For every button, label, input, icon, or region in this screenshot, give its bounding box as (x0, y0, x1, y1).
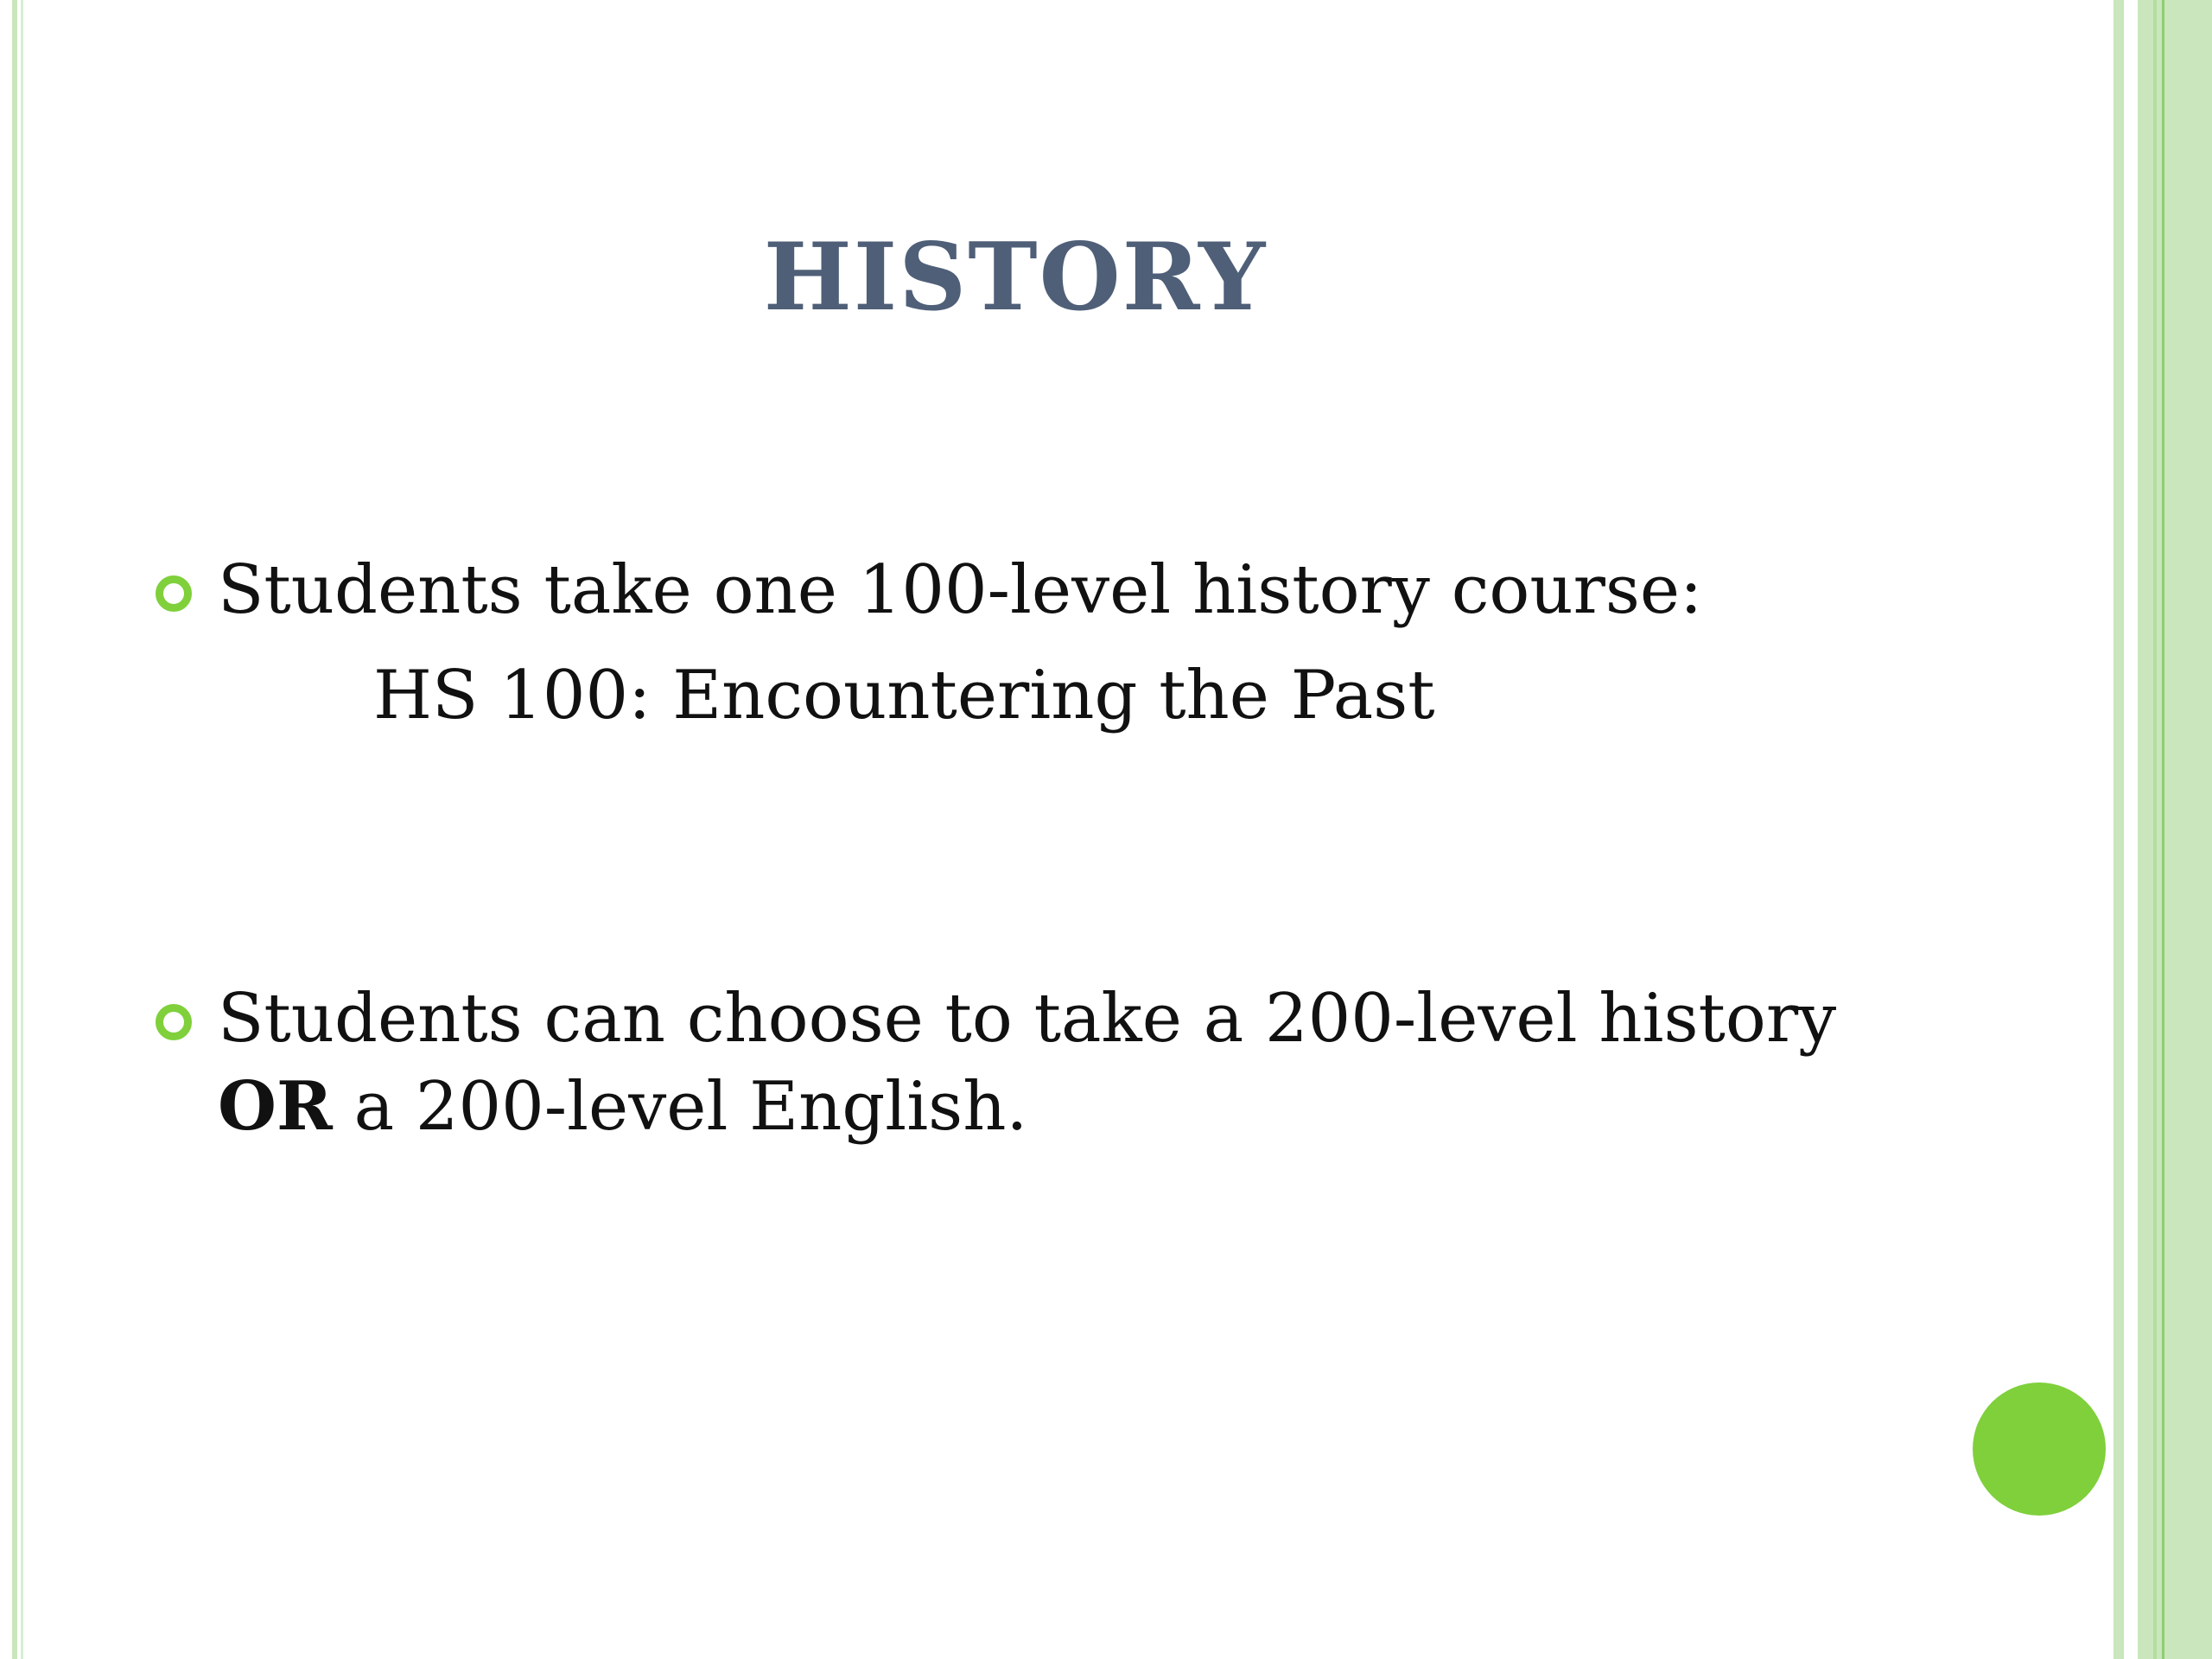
right-decorative-band (2138, 0, 2212, 1659)
right-decorative-line-dark (2162, 0, 2164, 1659)
bullet-item (218, 975, 1946, 1151)
bullet-item (218, 546, 1946, 634)
slide-title: HISTORY (763, 223, 1268, 332)
bullet-ring-icon (156, 1004, 192, 1040)
right-decorative-line (2153, 0, 2157, 1659)
bullet-ring-icon (156, 575, 192, 612)
bullet-text: Students take one 100-level history course: (218, 551, 1703, 629)
course-name: HS 100: Encountering the Past (373, 657, 1435, 734)
bullet-text-line1: Students can choose to take a 200-level history (218, 980, 1837, 1058)
right-decorative-stripe (2113, 0, 2124, 1659)
bullet-text-line2: a 200-level English. (332, 1068, 1028, 1146)
green-circle-decoration (1973, 1382, 2106, 1516)
emphasis-or: OR (218, 1067, 333, 1146)
